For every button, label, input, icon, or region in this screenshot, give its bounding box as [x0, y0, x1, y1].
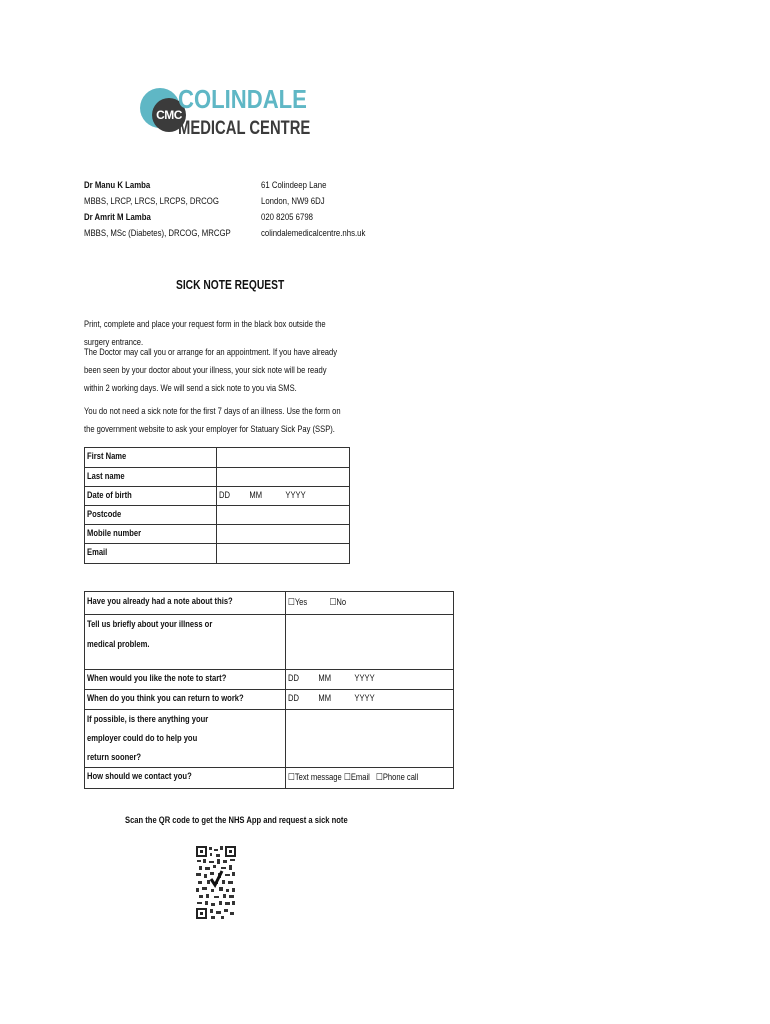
instruction-paragraph-1: Print, complete and place your request form in the black box outside the surgery entrance. — [84, 319, 326, 348]
logo-initials: CMC — [152, 98, 186, 132]
row-postcode — [85, 506, 350, 525]
instruction-paragraph-2: The Doctor may call you or arrange for an appointment. If you have already been seen by your doctor about your illness, your sick note will be ready within 2 working days. We will send a sick note to you via SMS. — [84, 347, 338, 394]
return-dd: DD — [287, 693, 299, 704]
address-line2: London, NW9 6DJ — [261, 196, 325, 207]
return-date-label: When do you think you can return to work? — [85, 690, 286, 710]
contact-phone-checkbox[interactable]: ☐Phone call — [375, 772, 419, 783]
doctor2-name: Dr Amrit M Lamba — [84, 212, 151, 223]
dob-field[interactable] — [217, 487, 350, 506]
start-date-label: When would you like the note to start? — [85, 670, 286, 690]
qr-code[interactable] — [195, 845, 237, 921]
row-had-note — [85, 592, 454, 615]
doctor1-name: Dr Manu K Lamba — [84, 180, 151, 191]
start-dd: DD — [287, 673, 299, 684]
row-email — [85, 544, 350, 564]
logo-line2: MEDICAL CENTRE — [178, 118, 311, 139]
postcode-label: Postcode — [85, 506, 217, 525]
doctor1-qualifications: MBBS, LRCP, LRCS, LRCPS, DRCOG — [84, 196, 219, 207]
contact-options — [285, 768, 453, 789]
logo-line1: COLINDALE — [178, 84, 307, 114]
employer-field[interactable] — [285, 710, 453, 768]
had-note-yes-checkbox[interactable]: ☐Yes — [287, 597, 308, 608]
row-last-name — [85, 468, 350, 487]
clinic-logo — [138, 84, 311, 148]
page-title: SICK NOTE REQUEST — [176, 278, 285, 292]
email-label: Email — [85, 544, 217, 564]
start-mm: MM — [318, 673, 331, 684]
row-employer — [85, 710, 454, 768]
return-yyyy: YYYY — [354, 693, 375, 704]
last-name-label: Last name — [85, 468, 217, 487]
address-phone: 020 8205 6798 — [261, 212, 313, 223]
doctor2-qualifications: MBBS, MSc (Diabetes), DRCOG, MRCGP — [84, 228, 231, 239]
start-yyyy: YYYY — [354, 673, 375, 684]
postcode-field[interactable] — [217, 506, 350, 525]
note-details-table — [84, 591, 454, 789]
row-illness — [85, 615, 454, 670]
row-dob — [85, 487, 350, 506]
first-name-field[interactable] — [217, 448, 350, 468]
instruction-paragraph-3: You do not need a sick note for the first 7 days of an illness. Use the form on the government website to ask your employer for Statuary Sick Pay (SSP). — [84, 406, 341, 435]
row-return-date — [85, 690, 454, 710]
personal-details-table — [84, 447, 350, 564]
email-field[interactable] — [217, 544, 350, 564]
row-contact — [85, 768, 454, 789]
row-mobile — [85, 525, 350, 544]
return-date-field[interactable] — [285, 690, 453, 710]
had-note-label: Have you already had a note about this? — [85, 592, 286, 615]
contact-text-checkbox[interactable]: ☐Text message — [287, 772, 342, 783]
had-note-no-checkbox[interactable]: ☐No — [329, 597, 346, 608]
dob-dd: DD — [219, 490, 230, 501]
dob-mm: MM — [249, 490, 263, 501]
had-note-options — [285, 592, 453, 615]
last-name-field[interactable] — [217, 468, 350, 487]
first-name-label: First Name — [85, 448, 217, 468]
qr-caption: Scan the QR code to get the NHS App and request a sick note — [125, 815, 348, 826]
return-mm: MM — [318, 693, 331, 704]
row-start-date — [85, 670, 454, 690]
contact-label: How should we contact you? — [85, 768, 286, 789]
contact-email-checkbox[interactable]: ☐Email — [343, 772, 370, 783]
illness-field[interactable] — [285, 615, 453, 670]
dob-yyyy: YYYY — [285, 490, 306, 501]
address-line1: 61 Colindeep Lane — [261, 180, 327, 191]
illness-label: Tell us briefly about your illness or medical problem. — [85, 615, 286, 670]
row-first-name — [85, 448, 350, 468]
mobile-label: Mobile number — [85, 525, 217, 544]
mobile-field[interactable] — [217, 525, 350, 544]
employer-label: If possible, is there anything your employer could do to help you return sooner? — [85, 710, 286, 768]
address-website: colindalemedicalcentre.nhs.uk — [261, 228, 366, 239]
dob-label: Date of birth — [85, 487, 217, 506]
start-date-field[interactable] — [285, 670, 453, 690]
